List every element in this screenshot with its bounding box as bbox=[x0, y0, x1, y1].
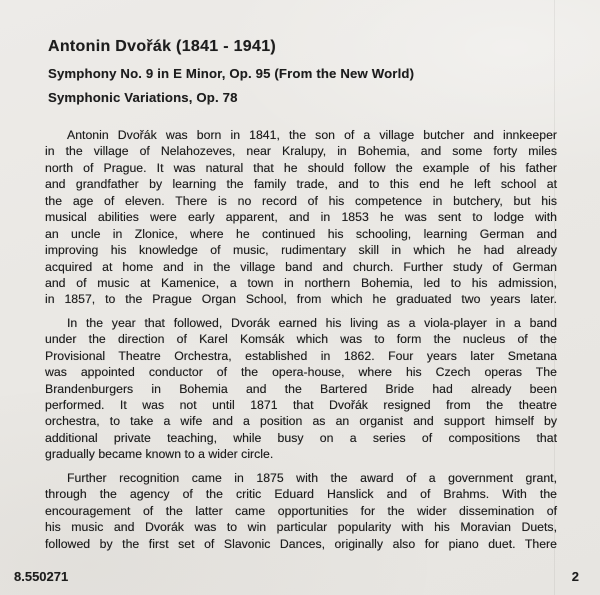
text-line: the age of eleven. There is no record of his competence in butchery, but his bbox=[45, 193, 557, 208]
text-line: Further recognition came in 1875 with the award of a government grant, bbox=[67, 470, 557, 485]
text-line: followed by the first set of Slavonic Dances, originally also for piano duet. There bbox=[45, 536, 557, 551]
text-line: improving his knowledge of music, rudimentary skill in which he had already bbox=[45, 243, 557, 258]
text-line: performed. It was not until 1871 that Dvořák resigned from the theatre bbox=[45, 398, 557, 412]
text-line: musical abilities were early apparent, and in 1853 he was sent to lodge with bbox=[45, 210, 557, 225]
text-line: in the village of Nelahozeves, near Kralupy, in Bohemia, and some forty miles bbox=[45, 144, 557, 159]
text-line: additional private teaching, while busy on a series of compositions that bbox=[45, 430, 557, 445]
paragraph bbox=[45, 315, 557, 463]
work-title-symphony: Symphony No. 9 in E Minor, Op. 95 (From the New World) bbox=[48, 66, 415, 81]
body-text bbox=[45, 127, 557, 559]
text-line: was appointed conductor of the opera-house, where his Czech operas The bbox=[45, 365, 557, 380]
text-line: and of music at Kamenice, a town in northern Bohemia, led to his admission, bbox=[45, 275, 557, 290]
catalog-number: 8.550271 bbox=[14, 569, 69, 584]
text-line: under the direction of Karel Komsák which was to form the nucleus of the bbox=[45, 332, 557, 347]
text-line: in 1857, to the Prague Organ School, from which he graduated two years later. bbox=[45, 292, 557, 307]
text-line: north of Prague. It was natural that he should follow the example of his father bbox=[45, 160, 557, 175]
text-line: through the agency of the critic Eduard Hanslick and of Brahms. With the bbox=[45, 487, 557, 502]
page-number: 2 bbox=[571, 569, 579, 584]
text-line: orchestra, to take a wife and a position as an organist and support himself by bbox=[45, 414, 557, 429]
text-line: gradually became known to a wider circle. bbox=[45, 447, 274, 462]
text-line: acquired at home and in the village band and church. Further study of German bbox=[45, 259, 557, 274]
text-line: Brandenburgers in Bohemia and the Bartered Bride had already been bbox=[45, 381, 557, 396]
footer bbox=[0, 569, 600, 587]
paragraph bbox=[45, 470, 557, 552]
text-line: encouragement of the latter came opportunities for the wider dissemination of bbox=[45, 503, 557, 518]
text-line: In the year that followed, Dvorák earned his living as a viola-player in a band bbox=[67, 315, 557, 330]
text-line: his music and Dvorák was to win particular popularity with his Moravian Duets, bbox=[45, 520, 557, 535]
text-line: an uncle in Zlonice, where he continued his schooling, learning German and bbox=[45, 226, 557, 241]
paragraph bbox=[45, 127, 557, 308]
text-line: Provisional Theatre Orchestra, established in 1862. Four years later Smetana bbox=[45, 348, 557, 363]
text-line: and grandfather by learning the family trade, and to this end he left school at bbox=[45, 177, 557, 192]
work-title-variations: Symphonic Variations, Op. 78 bbox=[48, 90, 238, 105]
text-line: Antonin Dvořák was born in 1841, the son of a village butcher and innkeeper bbox=[67, 128, 557, 142]
composer-title: Antonin Dvořák (1841 - 1941) bbox=[48, 38, 277, 55]
